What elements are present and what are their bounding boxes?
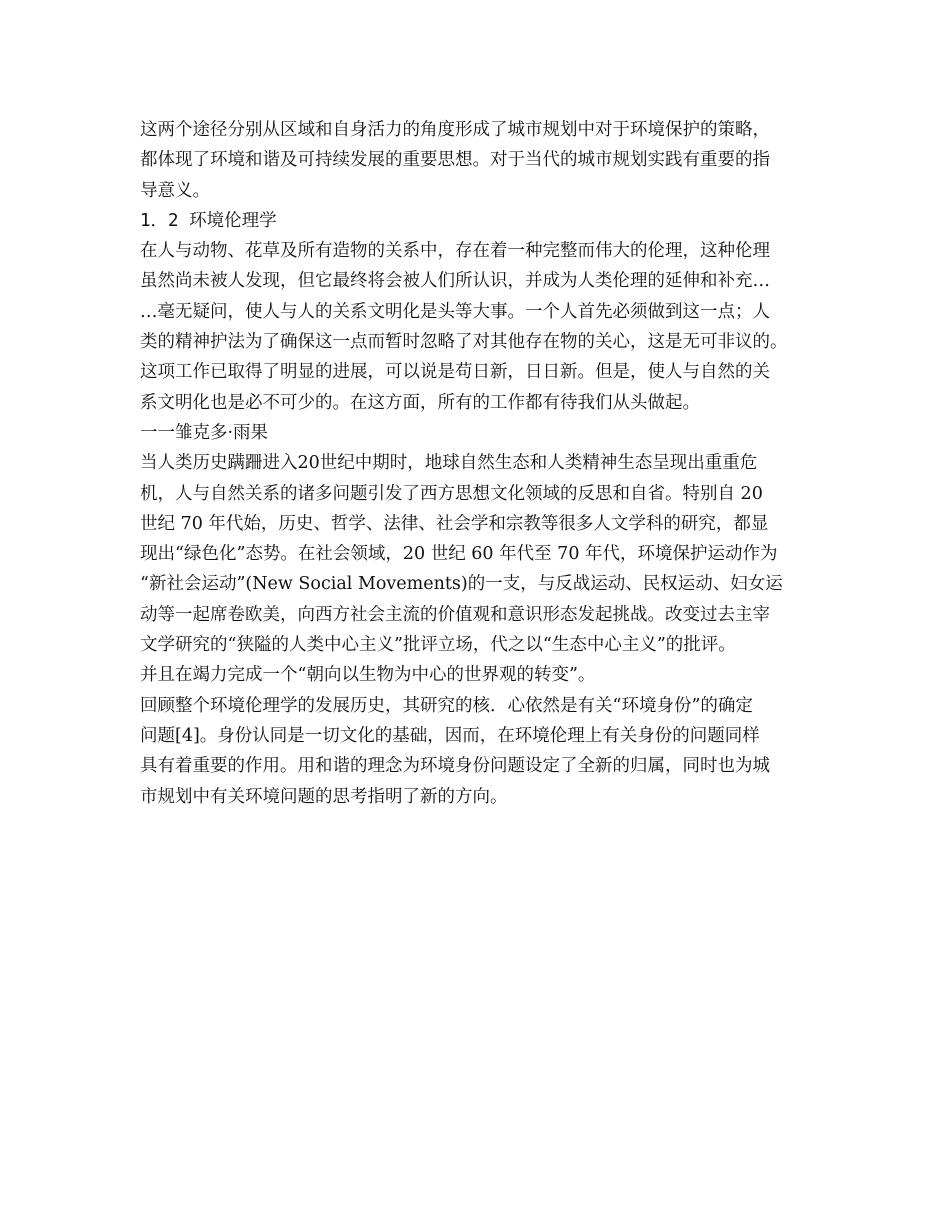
text-line: …毫无疑问，使人与人的关系文明化是头等大事。一个人首先必须做到这一点；人 xyxy=(140,301,770,322)
text-line: “新社会运动”(New Social Movements)的一支，与反战运动、民权运动、妇女运 xyxy=(140,574,783,595)
text-line: 动等一起席卷欧美，向西方社会主流的价值观和意识形态发起挑战。改变过去主宰 xyxy=(140,604,770,625)
text-line: 具有着重要的作用。用和谐的理念为环境身份问题设定了全新的归属，同时也为城 xyxy=(140,756,770,777)
text-line: 都体现了环境和谐及可持续发展的重要思想。对于当代的城市规划实践有重要的指 xyxy=(140,150,770,171)
section-heading: 1．2 环境伦理学 xyxy=(140,210,277,231)
text-line: 机，人与自然关系的诸多问题引发了西方思想文化领域的反思和自省。特别自 20 xyxy=(140,483,763,504)
text-line: 回顾整个环境伦理学的发展历史，其研究的核．心依然是有关“环境身份”的确定 xyxy=(140,695,753,716)
text-line: 虽然尚未被人发现，但它最终将会被人们所认识，并成为人类伦理的延伸和补充… xyxy=(140,271,770,292)
text-line: 在人与动物、花草及所有造物的关系中，存在着一种完整而伟大的伦理，这种伦理 xyxy=(140,241,770,262)
text-line: 现出“绿色化”态势。在社会领域，20 世纪 60 年代至 70 年代，环境保护运动作为 xyxy=(140,544,778,565)
text-line: 并且在竭力完成一个“朝向以生物为中心的世界观的转变”。 xyxy=(140,665,596,686)
text-line: 这两个途径分别从区域和自身活力的角度形成了城市规划中对于环境保护的策略， xyxy=(140,120,770,140)
text-line: 市规划中有关环境问题的思考指明了新的方向。 xyxy=(140,786,508,807)
text-line: 类的精神护法为了确保这一点而暂时忽略了对其他存在物的关心，这是无可非议的。 xyxy=(140,332,788,353)
quote-attribution: 一一雏克多·雨果 xyxy=(140,422,269,443)
text-line: 系文明化也是必不可少的。在这方面，所有的工作都有待我们从头做起。 xyxy=(140,392,700,413)
text-line: 世纪 70 年代始，历史、哲学、法律、社会学和宗教等很多人文学科的研究，都显 xyxy=(140,513,769,534)
text-line: 问题[4]。身份认同是一切文化的基础，因而，在环境伦理上有关身份的问题同样 xyxy=(140,725,760,746)
text-line: 当人类历史蹒跚进入20世纪中期时，地球自然生态和人类精神生态呈现出重重危 xyxy=(140,453,758,474)
text-line: 这项工作已取得了明显的进展，可以说是苟日新，日日新。但是，使人与自然的关 xyxy=(140,362,770,383)
text-line: 文学研究的“狭隘的人类中心主义”批评立场，代之以“生态中心主义”的批评。 xyxy=(140,635,736,656)
body-text xyxy=(140,115,830,812)
text-line: 导意义。 xyxy=(140,180,210,201)
